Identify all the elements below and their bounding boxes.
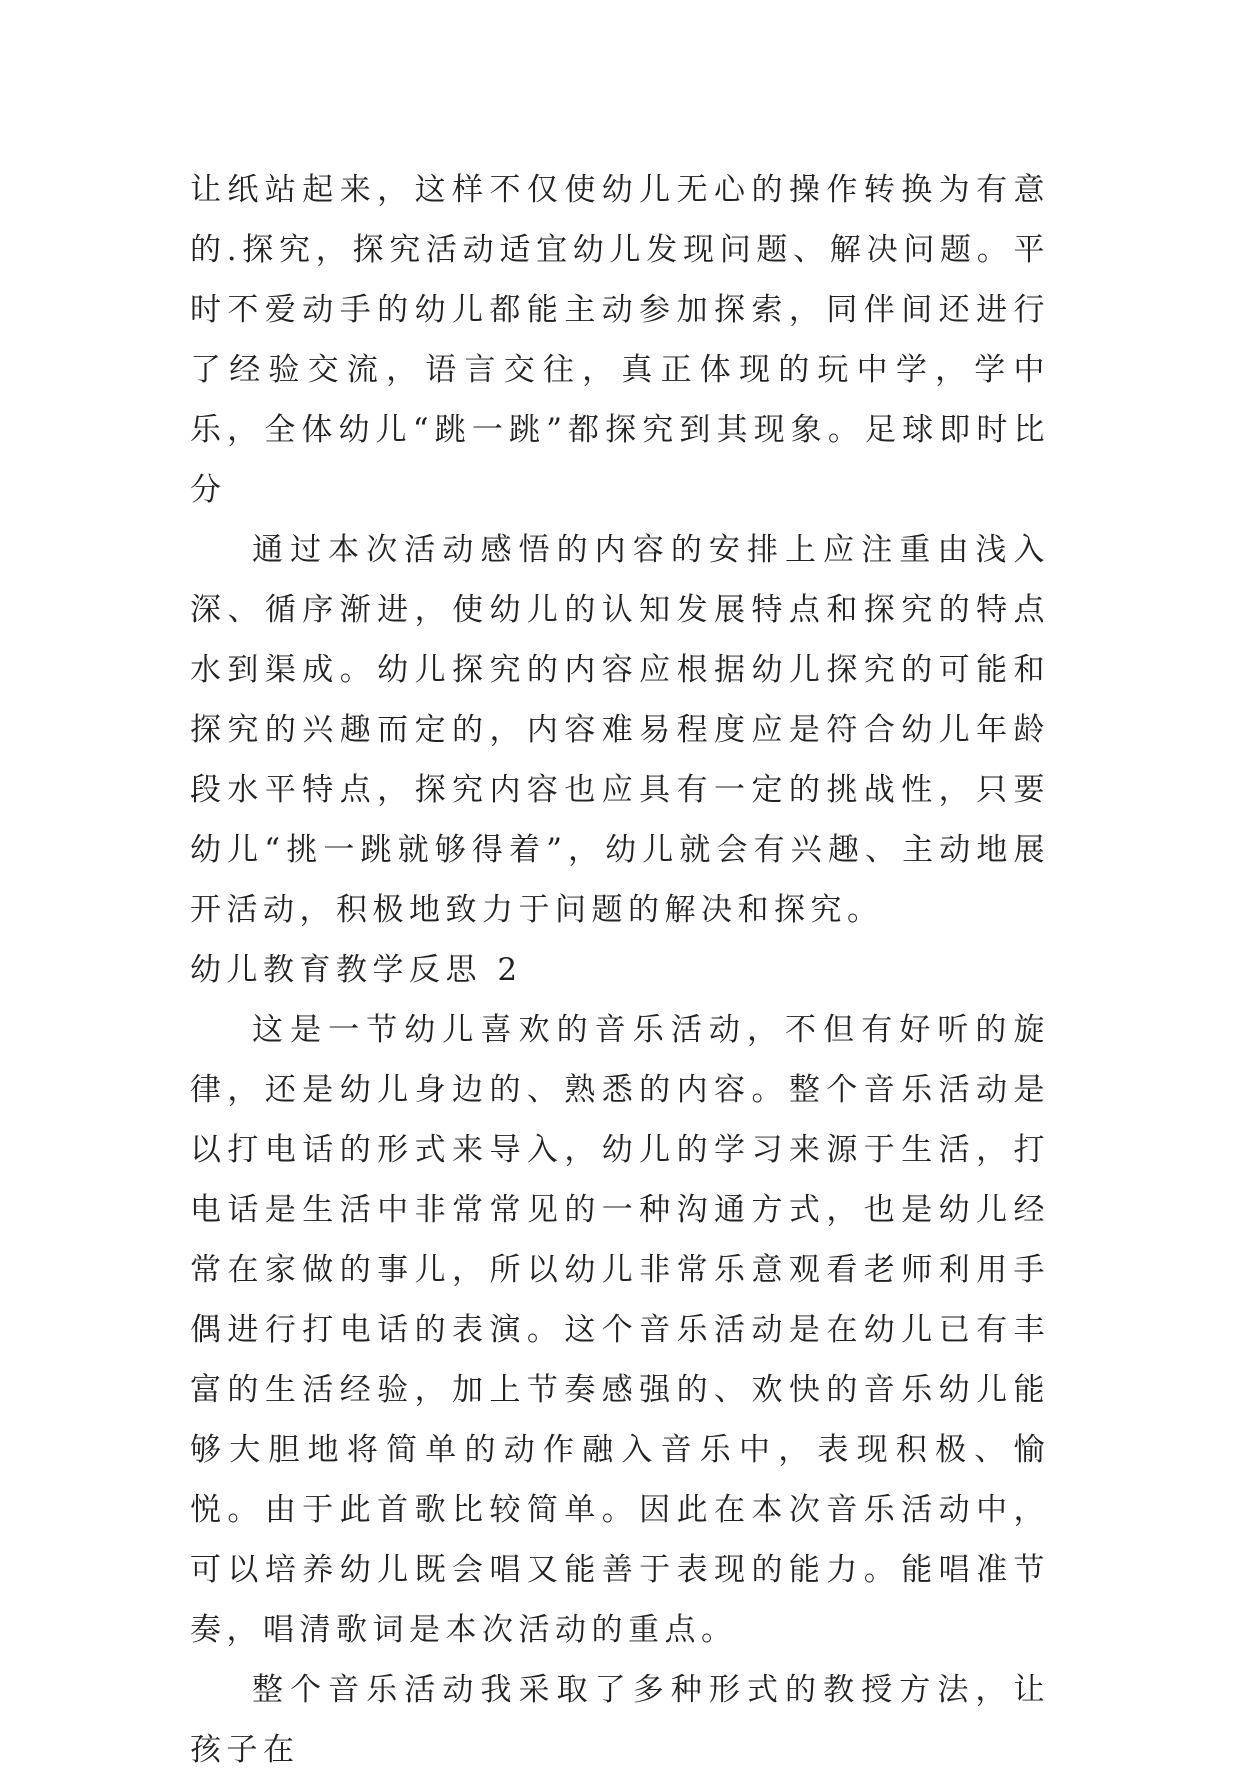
paragraph-activity-reflection: 通过本次活动感悟的内容的安排上应注重由浅入深、循序渐进，使幼儿的认知发展特点和探究的特点水到渠成。幼儿探究的内容应根据幼儿探究的可能和探究的兴趣而定的，内容难易程度应是符合幼儿年龄段水平特点，探究内容也应具有一定的挑战性，只要幼儿“挑一跳就够得着”，幼儿就会有兴趣、主动地展开活动，积极地致力于问题的解决和探究。 (190, 532, 1050, 928)
section-heading: 幼儿教育教学反思 2 (190, 952, 523, 988)
paragraph-music-activity: 这是一节幼儿喜欢的音乐活动，不但有好听的旋律，还是幼儿身边的、熟悉的内容。整个音乐活动是以打电话的形式来导入，幼儿的学习来源于生活，打电话是生活中非常常见的一种沟通方式，也是幼儿经常在家做的事儿，所以幼儿非常乐意观看老师利用手偶进行打电话的表演。这个音乐活动是在幼儿已有丰富的生活经验，加上节奏感强的、欢快的音乐幼儿能够大胆地将简单的动作融入音乐中，表现积极、愉悦。由于此首歌比较简单。因此在本次音乐活动中，可以培养幼儿既会唱又能善于表现的能力。能唱准节奏，唱清歌词是本次活动的重点。 (190, 1012, 1050, 1648)
document-body (190, 160, 1050, 1780)
paragraph-continuation: 让纸站起来，这样不仅使幼儿无心的操作转换为有意的.探究，探究活动适宜幼儿发现问题、解决问题。平时不爱动手的幼儿都能主动参加探索，同伴间还进行了经验交流，语言交往，真正体现的玩中学，学中乐，全体幼儿“跳一跳”都探究到其现象。足球即时比分 (190, 172, 1050, 508)
paragraph-teaching-methods: 整个音乐活动我采取了多种形式的教授方法，让孩子在 (190, 1672, 1050, 1768)
